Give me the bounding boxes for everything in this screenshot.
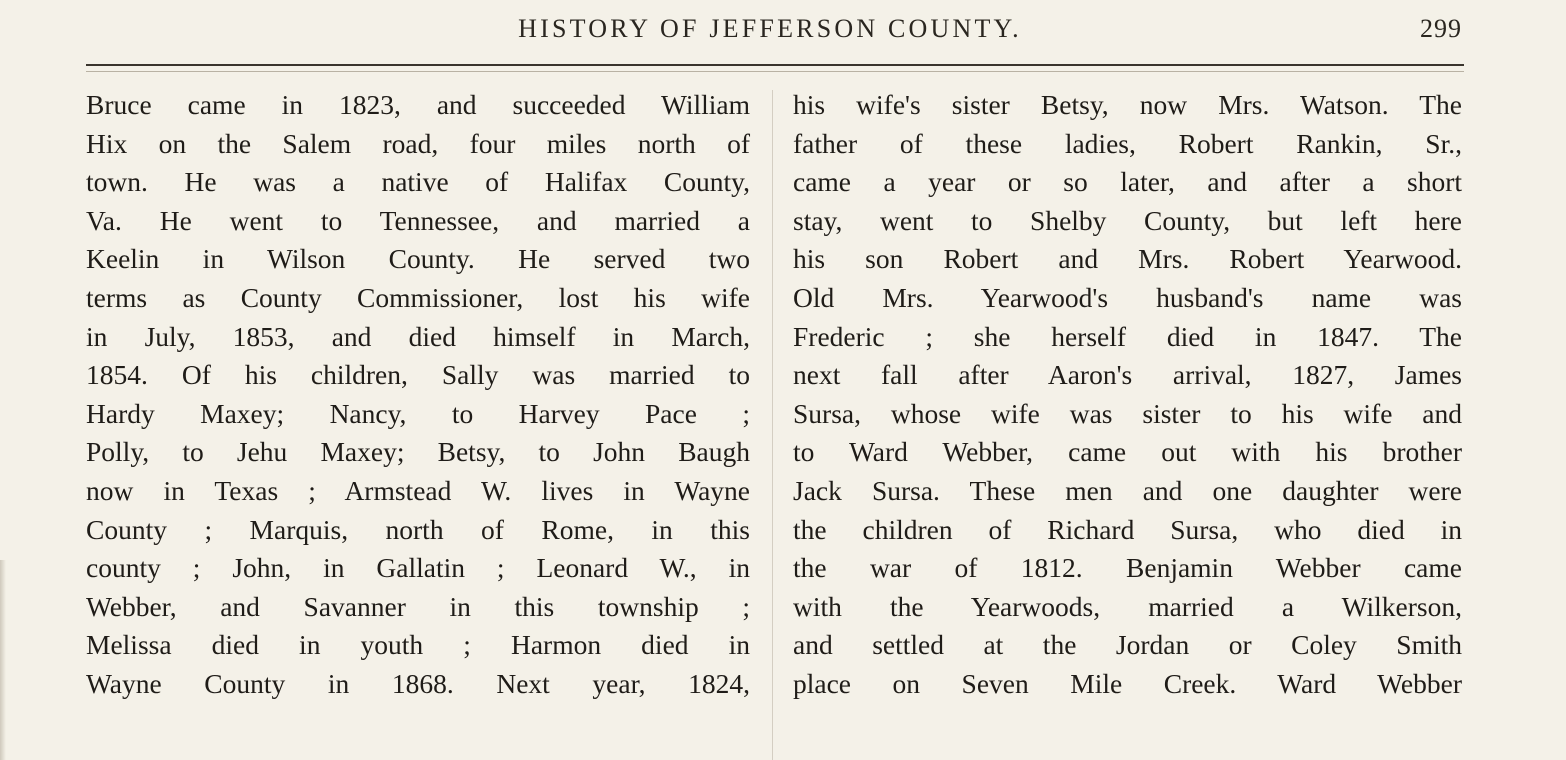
text-line: Jack Sursa. These men and one daughter were [793, 474, 1462, 506]
text-line: came a year or so later, and after a short [793, 166, 1462, 198]
page-number: 299 [1420, 14, 1462, 43]
column-divider [772, 90, 773, 760]
right-column [793, 86, 1462, 704]
text-line: to Ward Webber, came out with his brother [793, 436, 1462, 468]
text-line: County ; Marquis, north of Rome, in this [86, 513, 750, 545]
text-line: place on Seven Mile Creek. Ward Webber [793, 667, 1462, 699]
text-line: now in Texas ; Armstead W. lives in Wayne [86, 474, 750, 506]
text-line: stay, went to Shelby County, but left here [793, 204, 1462, 236]
running-title: HISTORY OF JEFFERSON COUNTY. [518, 14, 1022, 43]
left-column [86, 86, 750, 704]
text-line: Bruce came in 1823, and succeeded William [86, 89, 750, 120]
text-line: Wayne County in 1868. Next year, 1824, [86, 667, 750, 699]
text-line: Sursa, whose wife was sister to his wife and [793, 397, 1462, 429]
text-line: Hardy Maxey; Nancy, to Harvey Pace ; [86, 397, 750, 429]
text-line: Old Mrs. Yearwood's husband's name was [793, 281, 1462, 313]
text-line: Frederic ; she herself died in 1847. The [793, 320, 1462, 352]
text-line: terms as County Commissioner, lost his wife [86, 281, 750, 313]
text-line: the children of Richard Sursa, who died in [793, 513, 1462, 545]
header-rule [86, 64, 1464, 66]
text-line: Polly, to Jehu Maxey; Betsy, to John Baugh [86, 436, 750, 468]
text-line: the war of 1812. Benjamin Webber came [793, 552, 1462, 584]
text-line: Melissa died in youth ; Harmon died in [86, 629, 750, 661]
text-line: 1854. Of his children, Sally was married to [86, 359, 750, 391]
text-line: his wife's sister Betsy, now Mrs. Watson. The [793, 89, 1462, 120]
text-line: with the Yearwoods, married a Wilkerson, [793, 590, 1462, 622]
page-edge-shadow [0, 560, 6, 760]
running-head [0, 14, 1566, 54]
text-line: and settled at the Jordan or Coley Smith [793, 629, 1462, 661]
text-line: his son Robert and Mrs. Robert Yearwood. [793, 243, 1462, 275]
text-line: Webber, and Savanner in this township ; [86, 590, 750, 622]
text-line: father of these ladies, Robert Rankin, Sr., [793, 127, 1462, 159]
text-line: next fall after Aaron's arrival, 1827, James [793, 359, 1462, 391]
header-rule-shadow [86, 71, 1464, 72]
text-line: Keelin in Wilson County. He served two [86, 243, 750, 275]
text-line: in July, 1853, and died himself in March, [86, 320, 750, 352]
text-line: Hix on the Salem road, four miles north of [86, 127, 750, 159]
text-line: town. He was a native of Halifax County, [86, 166, 750, 198]
text-line: Va. He went to Tennessee, and married a [86, 204, 750, 236]
text-line: county ; John, in Gallatin ; Leonard W., in [86, 552, 750, 584]
